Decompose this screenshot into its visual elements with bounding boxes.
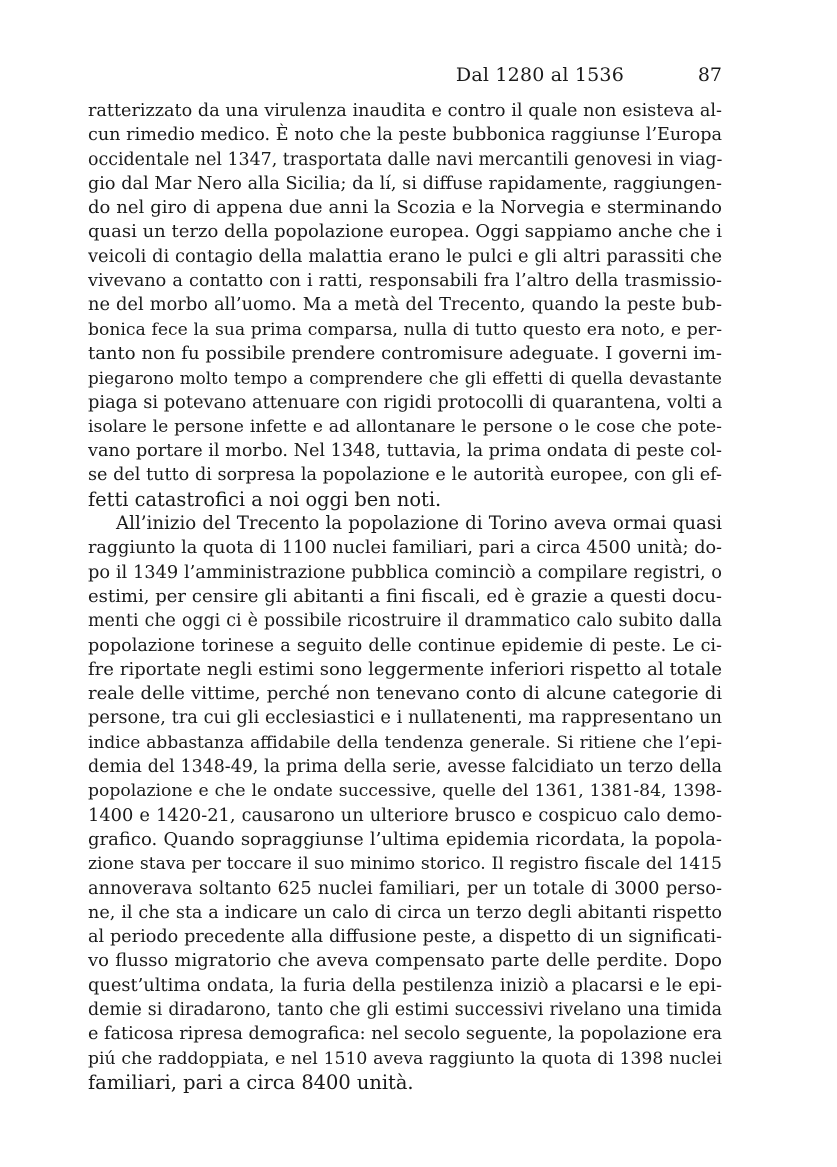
text-line: isolare le persone infette e ad allontanare le persone o le cose che pote- (88, 416, 722, 437)
text-line: vivevano a contatto con i ratti, responsabili fra l’altro della trasmissio- (88, 271, 722, 292)
text-line: occidentale nel 1347, trasportata dalle navi mercantili genovesi in viag- (88, 149, 722, 170)
text-line: cun rimedio medico. È noto che la peste bubbonica raggiunse l’Europa (88, 125, 722, 146)
text-line: ne, il che sta a indicare un calo di circa un terzo degli abitanti rispetto (88, 902, 722, 923)
text-line: po il 1349 l’amministrazione pubblica cominciò a compilare registri, o (88, 561, 722, 583)
text-line: zione stava per toccare il suo minimo storico. Il registro fiscale del 1415 (88, 854, 722, 875)
paragraph-plague-spread (88, 99, 722, 512)
text-line: annoverava soltanto 625 nuclei familiari, per un totale di 3000 perso- (88, 877, 722, 899)
text-line: vano portare il morbo. Nel 1348, tuttavia, la prima ondata di peste col- (88, 441, 722, 462)
text-line: piú che raddoppiata, e nel 1510 aveva raggiunto la quota di 1398 nuclei (88, 1048, 722, 1069)
text-line: demia del 1348-49, la prima della serie, avesse falcidiato un terzo della (88, 757, 722, 778)
text-line: indice abbastanza affidabile della tendenza generale. Si ritiene che l’epi- (88, 732, 722, 753)
page-number: 87 (697, 64, 722, 86)
running-title: Dal 1280 al 1536 (455, 64, 624, 86)
text-line: quest’ultima ondata, la furia della pestilenza iniziò a placarsi e le epi- (88, 974, 722, 996)
text-line: raggiunto la quota di 1100 nuclei familiari, pari a circa 4500 unità; do- (88, 538, 722, 559)
text-line: 1400 e 1420-21, causarono un ulteriore brusco e cospicuo calo demo- (88, 804, 722, 826)
text-line: bonica fece la sua prima comparsa, nulla di tutto questo era noto, e per- (88, 319, 722, 340)
text-line: ne del morbo all’uomo. Ma a metà del Trecento, quando la peste bub- (88, 294, 722, 316)
text-line: veicoli di contagio della malattia erano le pulci e gli altri parassiti che (88, 245, 722, 267)
text-line: familiari, pari a circa 8400 unità. (88, 1070, 414, 1094)
text-line: fetti catastrofici a noi oggi ben noti. (88, 487, 442, 511)
text-line: demie si diradarono, tanto che gli estimi successivi rivelano una timida (88, 999, 722, 1020)
text-line: quasi un terzo della popolazione europea. Oggi sappiamo anche che i (88, 221, 722, 243)
text-line: fre riportate negli estimi sono leggermente inferiori rispetto al totale (88, 658, 722, 680)
text-line: estimi, per censire gli abitanti a fini fiscali, ed è grazie a questi docu- (88, 585, 722, 607)
text-line: popolazione torinese a seguito delle continue epidemie di peste. Le ci- (88, 635, 722, 656)
text-line: tanto non fu possibile prendere contromisure adeguate. I governi im- (88, 342, 722, 364)
text-line: e faticosa ripresa demografica: nel secolo seguente, la popolazione era (88, 1024, 722, 1045)
text-line: gio dal Mar Nero alla Sicilia; da lí, si diffuse rapidamente, raggiungen- (88, 173, 722, 194)
text-line: piegarono molto tempo a comprendere che gli effetti di quella devastante (88, 368, 722, 389)
text-line: grafico. Quando sopraggiunse l’ultima epidemia ricordata, la popola- (88, 828, 722, 850)
text-line: reale delle vittime, perché non tenevano conto di alcune categorie di (88, 683, 722, 705)
text-line: vo flusso migratorio che aveva compensato parte delle perdite. Dopo (88, 950, 722, 972)
paragraph-turin-population (88, 512, 722, 1095)
text-line: menti che oggi ci è possibile ricostruire il drammatico calo subito dalla (88, 611, 722, 632)
text-line: piaga si potevano attenuare con rigidi protocolli di quarantena, volti a (88, 391, 722, 413)
body-text (88, 99, 722, 1095)
text-line: All’inizio del Trecento la popolazione di Torino aveva ormai quasi (116, 513, 722, 535)
text-line: do nel giro di appena due anni la Scozia e la Norvegia e sterminando (88, 197, 722, 219)
running-head (88, 62, 722, 88)
text-line: ratterizzato da una virulenza inaudita e contro il quale non esisteva al- (88, 101, 722, 121)
text-line: al periodo precedente alla diffusione peste, a dispetto di un significati- (88, 927, 722, 948)
text-line: persone, tra cui gli ecclesiastici e i nullatenenti, ma rappresentano un (88, 707, 722, 729)
text-line: popolazione e che le ondate successive, quelle del 1361, 1381-84, 1398- (88, 781, 722, 802)
text-line: se del tutto di sorpresa la popolazione e le autorità europee, con gli ef- (88, 465, 722, 486)
